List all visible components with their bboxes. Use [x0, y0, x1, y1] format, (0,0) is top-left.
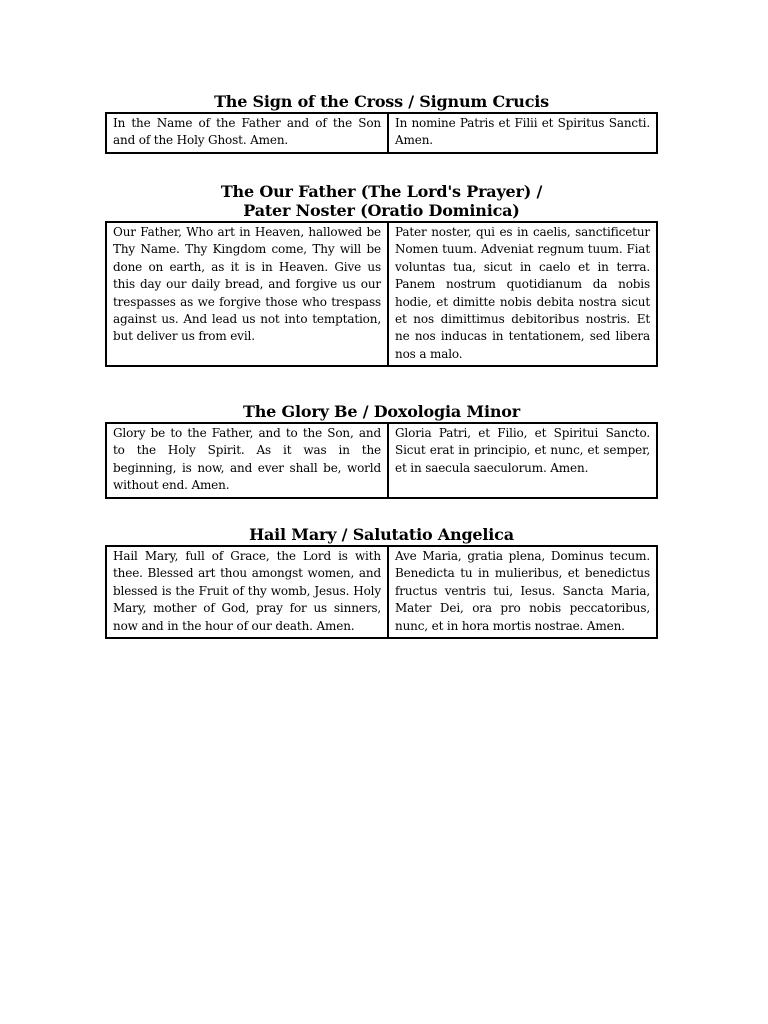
- prayer-table: [105, 545, 658, 639]
- latin-text: Ave Maria, gratia plena, Dominus tecum. Benedicta tu in mulieribus, et benedictus fructus ventris tui, Iesus. Sancta Maria, Mater Dei, ora pro nobis peccatoribus, nunc, et in hora mortis nostrae. Amen.: [388, 546, 657, 638]
- table-row: [106, 222, 657, 366]
- section-title: [105, 92, 658, 111]
- section-sign-of-the-cross: [105, 92, 658, 154]
- table-row: [106, 546, 657, 638]
- latin-text: In nomine Patris et Filii et Spiritus Sancti. Amen.: [388, 113, 657, 153]
- latin-text: Gloria Patri, et Filio, et Spiritui Sancto. Sicut erat in principio, et nunc, et semper, et in saecula saeculorum. Amen.: [388, 423, 657, 498]
- section-title-line: Hail Mary / Salutatio Angelica: [249, 525, 514, 544]
- table-row: [106, 423, 657, 498]
- section-title-line: The Glory Be / Doxologia Minor: [243, 402, 520, 421]
- section-title-line: The Sign of the Cross / Signum Crucis: [214, 92, 549, 111]
- english-text: Hail Mary, full of Grace, the Lord is with thee. Blessed art thou amongst women, and blessed is the Fruit of thy womb, Jesus. Holy Mary, mother of God, pray for us sinners, now and in the hour of our death. Amen.: [106, 546, 388, 638]
- section-our-father: [105, 182, 658, 367]
- prayer-table: [105, 112, 658, 154]
- section-hail-mary: [105, 525, 658, 639]
- section-glory-be: [105, 402, 658, 499]
- section-title-line: The Our Father (The Lord's Prayer) /: [220, 182, 543, 201]
- section-title: [105, 402, 658, 421]
- prayer-table: [105, 422, 658, 499]
- section-title: [105, 525, 658, 544]
- table-row: [106, 113, 657, 153]
- english-text: In the Name of the Father and of the Son and of the Holy Ghost. Amen.: [106, 113, 388, 153]
- english-text: Glory be to the Father, and to the Son, and to the Holy Spirit. As it was in the beginning, is now, and ever shall be, world without end. Amen.: [106, 423, 388, 498]
- latin-text: Pater noster, qui es in caelis, sanctificetur Nomen tuum. Adveniat regnum tuum. Fiat voluntas tua, sicut in caelo et in terra. Panem nostrum quotidianum da nobis hodie, et dimitte nobis debita nostra sicut et nos dimittimus debitoribus nostris. Et ne nos inducas in tentationem, sed libera nos a malo.: [388, 222, 657, 366]
- prayer-table: [105, 221, 658, 367]
- section-title-line: Pater Noster (Oratio Dominica): [243, 201, 520, 220]
- english-text: Our Father, Who art in Heaven, hallowed be Thy Name. Thy Kingdom come, Thy will be done on earth, as it is in Heaven. Give us this day our daily bread, and forgive us our trespasses as we forgive those who trespass against us. And lead us not into temptation, but deliver us from evil.: [106, 222, 388, 366]
- section-title: [105, 182, 658, 220]
